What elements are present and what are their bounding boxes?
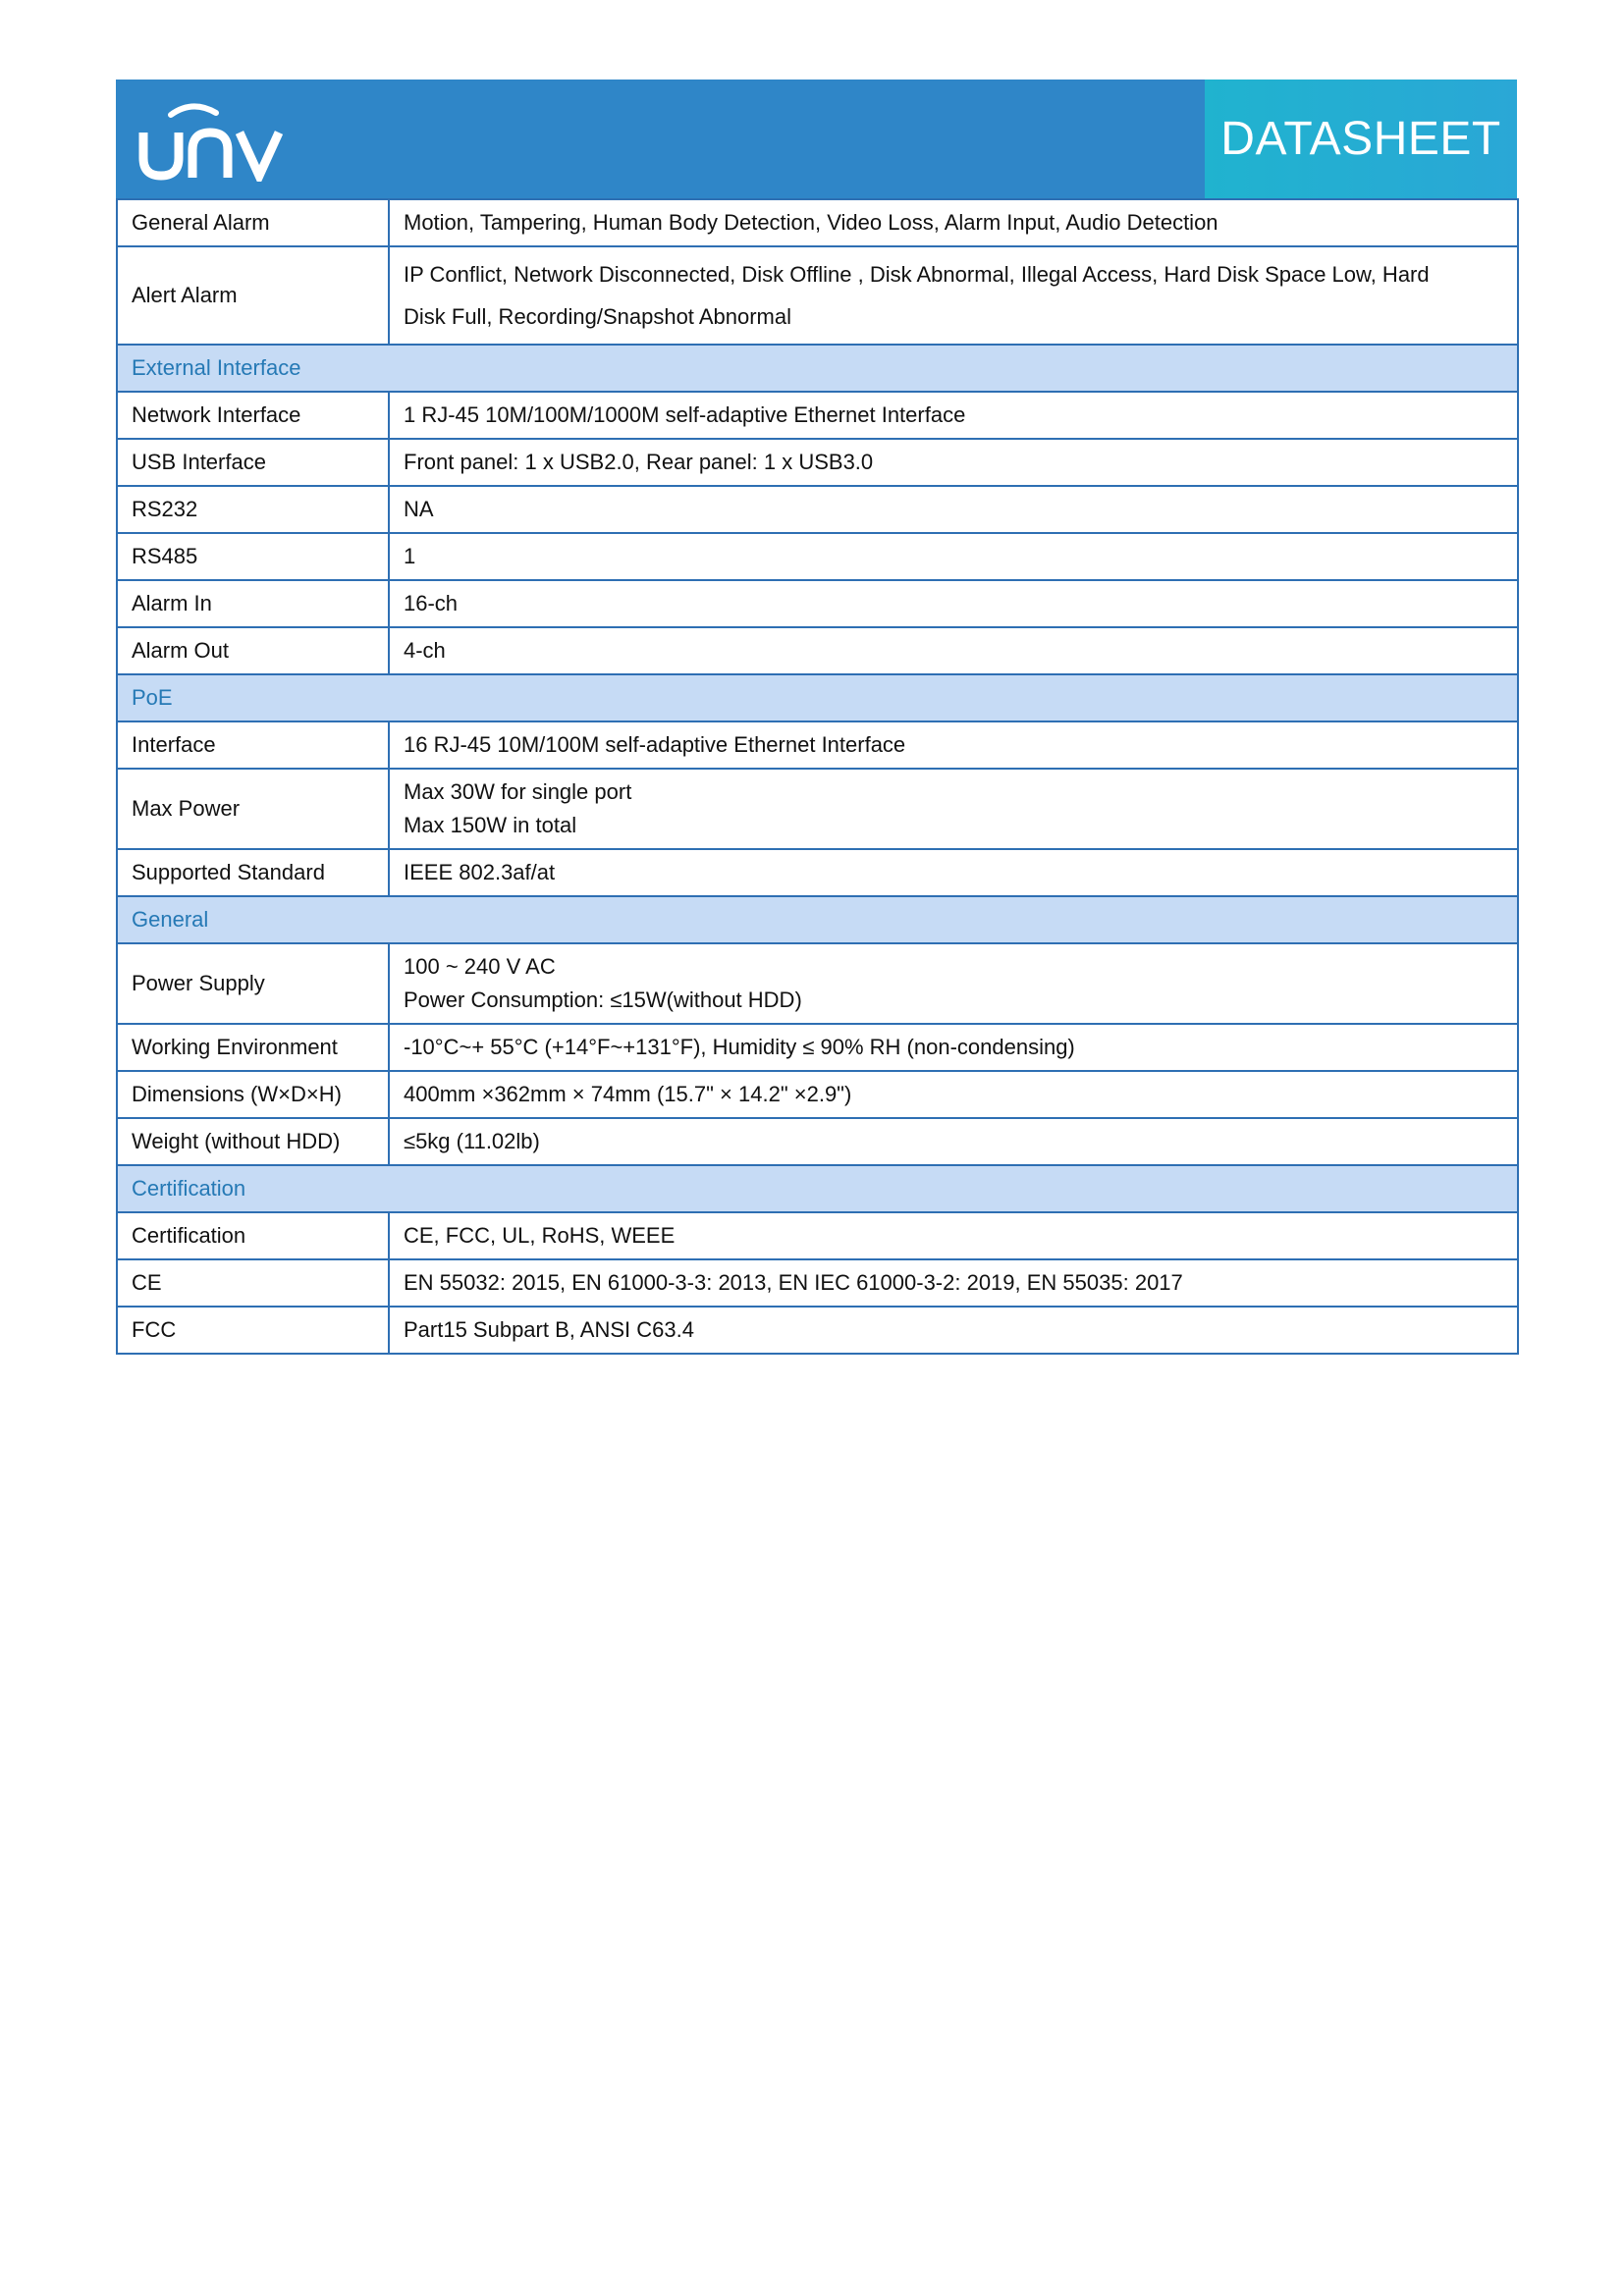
spec-label: FCC [117, 1307, 389, 1354]
spec-label: USB Interface [117, 439, 389, 486]
spec-label: Working Environment [117, 1024, 389, 1071]
spec-row [117, 199, 1518, 246]
spec-value [389, 439, 1518, 486]
spec-value [389, 246, 1518, 345]
spec-value-line: Power Consumption: ≤15W(without HDD) [404, 988, 802, 1012]
spec-value-line: Max 30W for single port [404, 779, 632, 804]
spec-value-line: Disk Full, Recording/Snapshot Abnormal [404, 304, 791, 329]
spec-row [117, 721, 1518, 769]
section-title: External Interface [117, 345, 1518, 392]
spec-value [389, 1071, 1518, 1118]
spec-label: Network Interface [117, 392, 389, 439]
spec-row [117, 769, 1518, 849]
spec-label: Certification [117, 1212, 389, 1259]
spec-label: Interface [117, 721, 389, 769]
spec-label: Alert Alarm [117, 246, 389, 345]
spec-value [389, 486, 1518, 533]
spec-value-line: Motion, Tampering, Human Body Detection, Video Loss, Alarm Input, Audio Detection [404, 210, 1218, 235]
spec-value-line: EN 55032: 2015, EN 61000-3-3: 2013, EN IEC 61000-3-2: 2019, EN 55035: 2017 [404, 1270, 1183, 1295]
spec-row [117, 439, 1518, 486]
spec-value-line: Max 150W in total [404, 813, 577, 837]
spec-value [389, 533, 1518, 580]
spec-label: Max Power [117, 769, 389, 849]
spec-row [117, 392, 1518, 439]
spec-value [389, 627, 1518, 674]
spec-value-line: IP Conflict, Network Disconnected, Disk Offline , Disk Abnormal, Illegal Access, Hard Disk Space Low, Hard [404, 262, 1430, 287]
spec-row [117, 1212, 1518, 1259]
unv-logo [137, 101, 285, 182]
spec-value-line: ≤5kg (11.02lb) [404, 1129, 540, 1153]
spec-value [389, 769, 1518, 849]
spec-value-line: 1 RJ-45 10M/100M/1000M self-adaptive Ethernet Interface [404, 402, 966, 427]
spec-label: CE [117, 1259, 389, 1307]
spec-label: Alarm In [117, 580, 389, 627]
spec-value-line: 16 RJ-45 10M/100M self-adaptive Ethernet Interface [404, 732, 906, 757]
spec-row [117, 1307, 1518, 1354]
spec-label: Weight (without HDD) [117, 1118, 389, 1165]
spec-value [389, 580, 1518, 627]
datasheet-badge [1205, 80, 1517, 198]
spec-label: RS232 [117, 486, 389, 533]
spec-value [389, 943, 1518, 1024]
spec-value-line: IEEE 802.3af/at [404, 860, 556, 884]
header-bar [116, 80, 1517, 198]
datasheet-page [116, 80, 1517, 1355]
spec-value [389, 199, 1518, 246]
section-title: PoE [117, 674, 1518, 721]
section-header [117, 896, 1518, 943]
spec-value-line: 4-ch [404, 638, 446, 663]
section-header [117, 1165, 1518, 1212]
spec-value [389, 1307, 1518, 1354]
spec-row [117, 1259, 1518, 1307]
section-header [117, 674, 1518, 721]
section-title: General [117, 896, 1518, 943]
spec-label: Dimensions (W×D×H) [117, 1071, 389, 1118]
spec-row [117, 580, 1518, 627]
spec-row [117, 533, 1518, 580]
spec-label: Supported Standard [117, 849, 389, 896]
spec-value-line: NA [404, 497, 434, 521]
spec-value-line: Front panel: 1 x USB2.0, Rear panel: 1 x USB3.0 [404, 450, 874, 474]
spec-label: RS485 [117, 533, 389, 580]
spec-value-line: CE, FCC, UL, RoHS, WEEE [404, 1223, 676, 1248]
spec-value-line: 100 ~ 240 V AC [404, 954, 556, 979]
datasheet-title: DATASHEET [1220, 113, 1501, 165]
spec-value-line: 1 [404, 544, 416, 568]
spec-value-line: 400mm ×362mm × 74mm (15.7" × 14.2" ×2.9") [404, 1082, 852, 1106]
spec-table [116, 198, 1519, 1355]
spec-label: General Alarm [117, 199, 389, 246]
spec-value [389, 1259, 1518, 1307]
spec-value [389, 392, 1518, 439]
spec-value-line: 16-ch [404, 591, 459, 615]
spec-value-line: Part15 Subpart B, ANSI C63.4 [404, 1317, 694, 1342]
spec-row [117, 627, 1518, 674]
spec-value [389, 1212, 1518, 1259]
spec-label: Alarm Out [117, 627, 389, 674]
spec-label: Power Supply [117, 943, 389, 1024]
spec-value [389, 1024, 1518, 1071]
spec-row [117, 849, 1518, 896]
spec-value [389, 849, 1518, 896]
spec-row [117, 1118, 1518, 1165]
spec-value-line: -10°C~+ 55°C (+14°F~+131°F), Humidity ≤ 90% RH (non-condensing) [404, 1035, 1075, 1059]
section-title: Certification [117, 1165, 1518, 1212]
spec-row [117, 943, 1518, 1024]
section-header [117, 345, 1518, 392]
spec-value [389, 1118, 1518, 1165]
spec-value [389, 721, 1518, 769]
spec-row [117, 1024, 1518, 1071]
spec-row [117, 486, 1518, 533]
spec-row [117, 1071, 1518, 1118]
spec-row [117, 246, 1518, 345]
